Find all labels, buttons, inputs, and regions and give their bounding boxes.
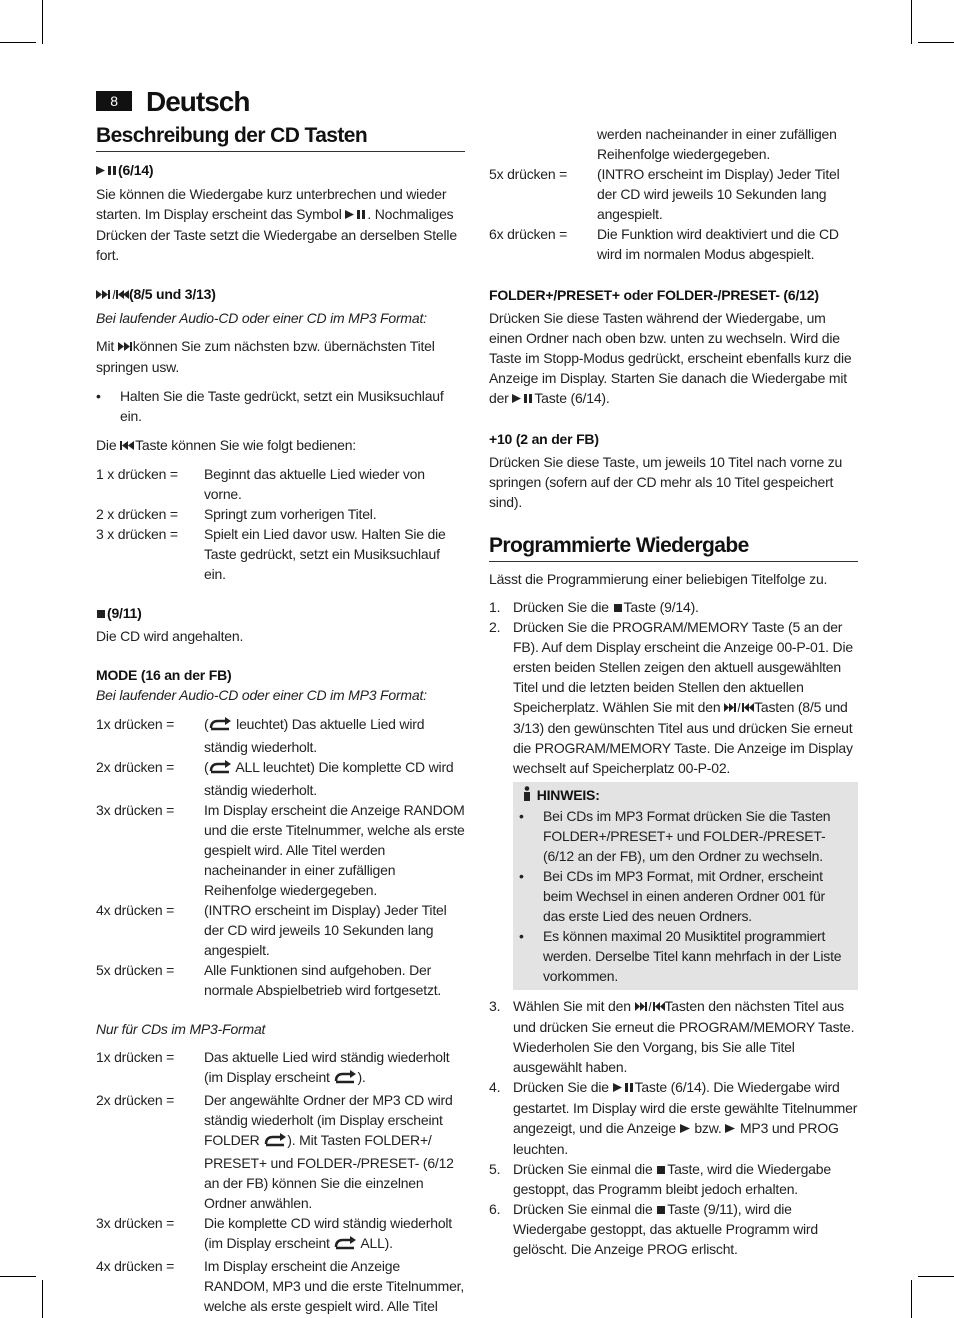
program-section [489, 532, 858, 1259]
list-item [519, 866, 850, 926]
bullet-text: Halten Sie die Taste gedrückt, setzt ein Musiksuchlauf ein. [120, 388, 444, 424]
stop-icon [657, 1166, 665, 1174]
repeat-icon [208, 759, 232, 780]
bullet-text: Bei CDs im MP3 Format, mit Ordner, erscheint beim Wechsel in einen anderen Ordner 001 für das erste Lied des neuen Ordners. [543, 868, 826, 924]
crop-mark [42, 1280, 43, 1318]
text: MP3 und PROG leuchten. [513, 1120, 839, 1157]
crop-mark [42, 0, 43, 44]
table-row [96, 1047, 465, 1090]
play-text: Sie können die Wiedergabe kurz unterbrechen und wieder starten. Im Display erscheint das Symbol [96, 186, 447, 222]
list-item [489, 1077, 858, 1159]
text: Taste (6/14). [534, 390, 610, 406]
row-value: Spielt ein Lied davor usw. Halten Sie die Taste gedrückt, setzt ein Musiksuchlauf ein. [204, 526, 446, 582]
table-row [96, 464, 465, 504]
row-value: Im Display erscheint die Anzeige RANDOM und die erste Titelnummer, welche als erste gespielt wird. Alle Titel werden nacheinander in einer zufälligen Reihenfolge wiedergegeben. [204, 802, 465, 898]
list-number: 6. [489, 1201, 501, 1217]
crop-mark [911, 1280, 912, 1318]
table-row [96, 960, 465, 1000]
list-number: 2. [489, 619, 501, 635]
play-pause-icon [613, 1078, 635, 1098]
text: Tasten den nächsten Titel aus und drücken Sie erneut die PROGRAM/MEMORY Taste. Wiederholen Sie den Vorgang, bis Sie alle Titel ausgewählt haben. [513, 998, 855, 1075]
table-row [96, 714, 465, 757]
row-key: 5x drücken = [96, 962, 175, 978]
mp3-section [96, 1019, 465, 1316]
play-pause-icon [96, 161, 118, 181]
list-number: 3. [489, 998, 501, 1014]
crop-mark [918, 42, 954, 43]
row-value: Alle Funktionen sind aufgehoben. Der normale Abspielbetrieb wird fortgesetzt. [204, 962, 442, 998]
text: leuchtet) Das aktuelle Lied wird ständig wiederholt. [204, 716, 425, 755]
right-column [489, 124, 858, 1259]
folder-heading: FOLDER+/PRESET+ oder FOLDER-/PRESET- (6/12) [489, 287, 819, 303]
text: Der angewählte Ordner der MP3 CD wird ständig wiederholt (im Display erscheint FOLDER [204, 1092, 453, 1148]
section-divider [489, 561, 858, 562]
text: Mit [96, 338, 115, 354]
program-intro: Lässt die Programmierung einer beliebigen Titelfolge zu. [489, 571, 828, 587]
list-item [489, 1199, 858, 1259]
skip-prev-icon [120, 436, 135, 456]
text: Taste, wird die Wiedergabe gestoppt, das Programm bleibt jedoch erhalten. [513, 1161, 831, 1197]
crop-mark [911, 0, 912, 44]
left-column [96, 122, 465, 1316]
list-item [489, 996, 858, 1077]
play-pause-icon [345, 205, 367, 225]
repeat-icon [333, 1069, 357, 1090]
row-value: werden nacheinander in einer zufälligen Reihenfolge wiedergegeben. [597, 126, 837, 162]
bullet: • [519, 808, 524, 824]
mp3-intro: Nur für CDs im MP3-Format [96, 1021, 266, 1037]
text: Drücken Sie die PROGRAM/MEMORY Taste (5 an der FB). Auf dem Display erscheint die Anzeige 00-P-01. Die ersten beiden Stellen zeigen den aktuell ausgewählten Titel und die letzten beiden Stellen den aktuellen Speicherplatz. Wählen Sie mit den [513, 619, 853, 715]
bullet-text: Bei CDs im MP3 Format drücken Sie die Tasten FOLDER+/PRESET+ und FOLDER-/PRESET- (6/12 an der FB), um den Ordner zu wechseln. [543, 808, 831, 864]
text: ALL). [357, 1235, 393, 1251]
text: Taste (9/11), wird die Wiedergabe gestoppt, das aktuelle Programm wird gelöscht. Die Anzeige PROG erlischt. [513, 1201, 818, 1257]
repeat-icon [263, 1132, 287, 1153]
list-item [519, 806, 850, 866]
skip-next-prev-icon [724, 698, 754, 718]
stop-icon [614, 604, 622, 612]
bullet: • [519, 868, 524, 884]
row-value: Im Display erscheint die Anzeige RANDOM, MP3 und die erste Titelnummer, welche als erste gespielt wird. Alle Titel [204, 1258, 465, 1314]
list-number: 4. [489, 1079, 501, 1095]
row-key: 6x drücken = [489, 226, 568, 242]
text: bzw. [694, 1120, 722, 1136]
table-row [96, 524, 465, 584]
crop-mark [0, 42, 36, 43]
crop-mark [0, 1276, 36, 1277]
skip-next-prev-icon [635, 997, 665, 1017]
play-pause-icon [512, 389, 534, 409]
bullet: • [519, 928, 524, 944]
skip-intro: Bei laufender Audio-CD oder einer CD im MP3 Format: [96, 310, 427, 326]
bullet: • [96, 388, 101, 404]
text: ( [204, 759, 209, 775]
row-key: 2x drücken = [96, 1092, 175, 1108]
text: Drücken Sie einmal die [513, 1161, 653, 1177]
text: ALL leuchtet) Die komplette CD wird ständig wiederholt. [204, 759, 454, 798]
text: können Sie zum nächsten bzw. übernächsten Titel springen usw. [96, 338, 435, 375]
row-value: (INTRO erscheint im Display) Jeder Titel der CD wird jeweils 10 Sekunden lang angespielt. [204, 902, 447, 958]
info-icon [521, 786, 533, 806]
repeat-icon [333, 1235, 357, 1256]
table-row [96, 800, 465, 900]
stop-icon [657, 1206, 665, 1214]
mode-continued [489, 124, 858, 264]
table-row [96, 504, 465, 524]
stop-heading: (9/11) [107, 605, 142, 621]
text: Tasten (8/5 und 3/13) den gewünschten Titel aus und drücken Sie erneut die PROGRAM/MEMORY Taste. Die Anzeige im Display wechselt auf Speicherplatz 00-P-02. [513, 699, 853, 776]
row-key: 3 x drücken = [96, 526, 178, 542]
skip-next-prev-icon [96, 285, 129, 305]
list-item [489, 597, 858, 617]
text: Wählen Sie mit den [513, 998, 631, 1014]
mode-intro: Bei laufender Audio-CD oder einer CD im MP3 Format: [96, 687, 427, 703]
text: Das aktuelle Lied wird ständig wiederholt (im Display erscheint [204, 1049, 450, 1085]
crop-mark [918, 1276, 954, 1277]
play-heading: (6/14) [118, 162, 154, 178]
text: ). [357, 1069, 366, 1085]
table-row [96, 1090, 465, 1213]
plus10-section [489, 429, 858, 512]
folder-section [489, 285, 858, 409]
row-key: 4x drücken = [96, 1258, 175, 1274]
section-title: Programmierte Wiedergabe [489, 534, 749, 557]
text: Drücken Sie diese Tasten während der Wiedergabe, um einen Ordner nach oben bzw. unten zu wechseln. Wird die Taste im Stopp-Modus gedrückt, erscheint ebenfalls kurz die Anzeige im Display. Starten Sie danach die Wiedergabe mit der [489, 310, 852, 406]
text: Taste (9/14). [623, 599, 699, 615]
row-value: (INTRO erscheint im Display) Jeder Titel der CD wird jeweils 10 Sekunden lang angespielt. [597, 166, 840, 222]
row-value: Die Funktion wird deaktiviert und die CD wird im normalen Modus abgespielt. [597, 226, 839, 262]
note-heading: HINWEIS: [536, 787, 600, 803]
play-icon [725, 1119, 736, 1139]
skip-heading: (8/5 und 3/13) [129, 286, 216, 302]
section-title: Beschreibung der CD Tasten [96, 124, 368, 147]
page-language-title: Deutsch [146, 86, 250, 117]
stop-section [96, 603, 465, 646]
text: Drücken Sie die [513, 1079, 609, 1095]
table-row [96, 900, 465, 960]
table-row [96, 757, 465, 800]
play-section [96, 160, 465, 265]
row-key: 4x drücken = [96, 902, 175, 918]
play-text: . Nochmaliges Drücken der Taste setzt die Wiedergabe an derselben Stelle fort. [96, 206, 457, 263]
list-number: 1. [489, 599, 501, 615]
text: Drücken Sie die [513, 599, 609, 615]
table-row [489, 224, 858, 264]
table-row [96, 1213, 465, 1256]
list-item [489, 1159, 858, 1199]
skip-section [96, 284, 465, 584]
repeat-icon [208, 716, 232, 737]
row-key: 1 x drücken = [96, 466, 178, 482]
play-icon [680, 1119, 691, 1139]
row-key: 1x drücken = [96, 716, 175, 732]
list-number: 5. [489, 1161, 501, 1177]
row-value: Springt zum vorherigen Titel. [204, 506, 377, 522]
table-row [489, 124, 858, 164]
skip-next-icon [118, 337, 133, 357]
text: ). Mit Tasten FOLDER+/ PRESET+ und FOLDER-/PRESET- (6/12 an der FB) können Sie die einzelnen Ordner anwählen. [204, 1132, 454, 1211]
text: Taste (6/14). Die Wiedergabe wird gestartet. Im Display wird die erste gewählte Titelnummer angezeigt, und die Anzeige [513, 1079, 858, 1136]
list-item [96, 386, 465, 426]
row-key: 2 x drücken = [96, 506, 178, 522]
stop-text: Die CD wird angehalten. [96, 628, 244, 644]
plus10-text: Drücken Sie diese Taste, um jeweils 10 Titel nach vorne zu springen (sofern auf der CD mehr als 10 Titel gespeichert sind). [489, 454, 843, 510]
list-item [519, 926, 850, 986]
text: Taste können Sie wie folgt bedienen: [135, 437, 356, 453]
list-item [489, 617, 858, 778]
stop-icon [97, 610, 105, 618]
row-key: 1x drücken = [96, 1049, 175, 1065]
row-key: 3x drücken = [96, 802, 175, 818]
row-value: Beginnt das aktuelle Lied wieder von vorne. [204, 466, 425, 502]
text: Die komplette CD wird ständig wiederholt (im Display erscheint [204, 1215, 452, 1251]
text: ( [204, 716, 209, 732]
table-row [489, 164, 858, 224]
mode-section [96, 665, 465, 1000]
table-row [96, 1256, 465, 1316]
row-key: 2x drücken = [96, 759, 175, 775]
plus10-heading: +10 (2 an der FB) [489, 431, 599, 447]
note-box [513, 782, 858, 990]
section-divider [96, 151, 465, 152]
text: Die [96, 437, 117, 453]
bullet-text: Es können maximal 20 Musiktitel programmiert werden. Derselbe Titel kann mehrfach in der Liste vorkommen. [543, 928, 842, 984]
skip-rows [96, 464, 465, 584]
text: Drücken Sie einmal die [513, 1201, 653, 1217]
page-number: 8 [96, 91, 132, 111]
mode-heading: MODE (16 an der FB) [96, 667, 232, 683]
row-key: 3x drücken = [96, 1215, 175, 1231]
row-key: 5x drücken = [489, 166, 568, 182]
